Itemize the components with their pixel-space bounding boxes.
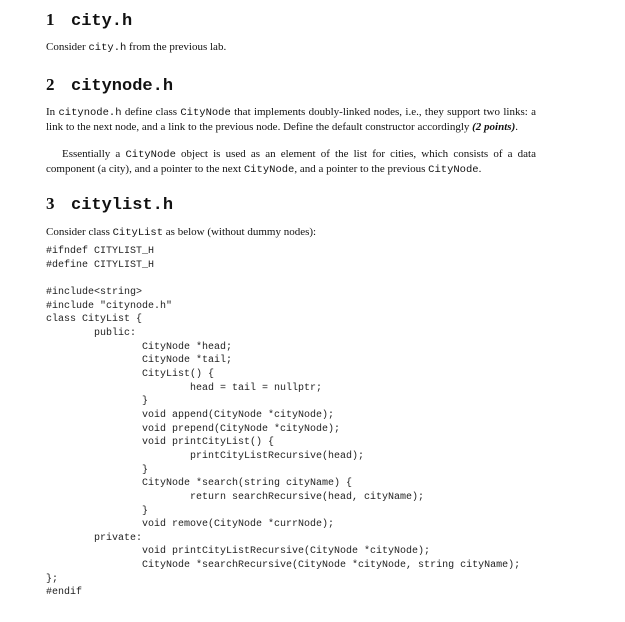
text: Consider (46, 41, 89, 53)
text: that implements doubly-linked nodes, i.e., they support two links: a link to the next node, and a link to the previous node. Define the default constructor accordingly (46, 106, 536, 133)
section-1-title: city.h (71, 12, 133, 31)
section-2-number: 2 (46, 75, 55, 94)
text: . (478, 163, 482, 175)
section-2-heading (46, 75, 173, 96)
points-label: (2 points) (472, 121, 516, 133)
text: Essentially a (62, 148, 126, 160)
inline-code: CityNode (125, 149, 176, 161)
section-1-heading (46, 10, 132, 31)
text: , and a pointer to the previous (294, 163, 429, 175)
text: object is used as an element of the list for cities, which consists of a data component (a city), and a pointer to the next (46, 148, 536, 175)
inline-code: CityNode (243, 164, 295, 176)
text: . (515, 121, 518, 133)
section-1-paragraph (46, 40, 536, 55)
text: as below (without dummy nodes): (163, 226, 317, 238)
section-2-title: citynode.h (71, 77, 174, 96)
section-1-number: 1 (46, 10, 55, 29)
text: In (46, 106, 59, 118)
section-3-heading (46, 194, 173, 215)
text: Consider class (46, 226, 113, 238)
text: from the previous lab. (126, 41, 227, 53)
inline-code: CityNode (428, 164, 479, 176)
text: define class (121, 106, 181, 118)
inline-code: CityNode (180, 107, 231, 119)
section-3-intro (46, 225, 536, 240)
section-2-paragraph-1 (46, 105, 536, 134)
inline-code: city.h (88, 42, 127, 54)
section-3-number: 3 (46, 194, 55, 213)
inline-code: CityList (112, 227, 164, 239)
inline-code: citynode.h (58, 107, 122, 119)
section-3-title: citylist.h (71, 196, 174, 215)
code-block-class: #include<string> #include "citynode.h" class CityList { public: CityNode *head; CityNode *tail; CityList() { head = tail = nullptr; } void append(CityNode *cityNode); void prepend(CityNode *cityNode); void printCityList() { printCityListRecursive(head); } CityNode *search(string cityName) { return searchRecursive(head, cityName); } void remove(CityNode *currNode); private: void printCityListRecursive(CityNode *cityNode); CityNode *searchRecursive(CityNode *cityNode, string cityName); }; #endif (46, 287, 521, 599)
section-2-paragraph-2 (46, 147, 536, 177)
code-block-guard: #ifndef CITYLIST_H #define CITYLIST_H (46, 246, 155, 271)
